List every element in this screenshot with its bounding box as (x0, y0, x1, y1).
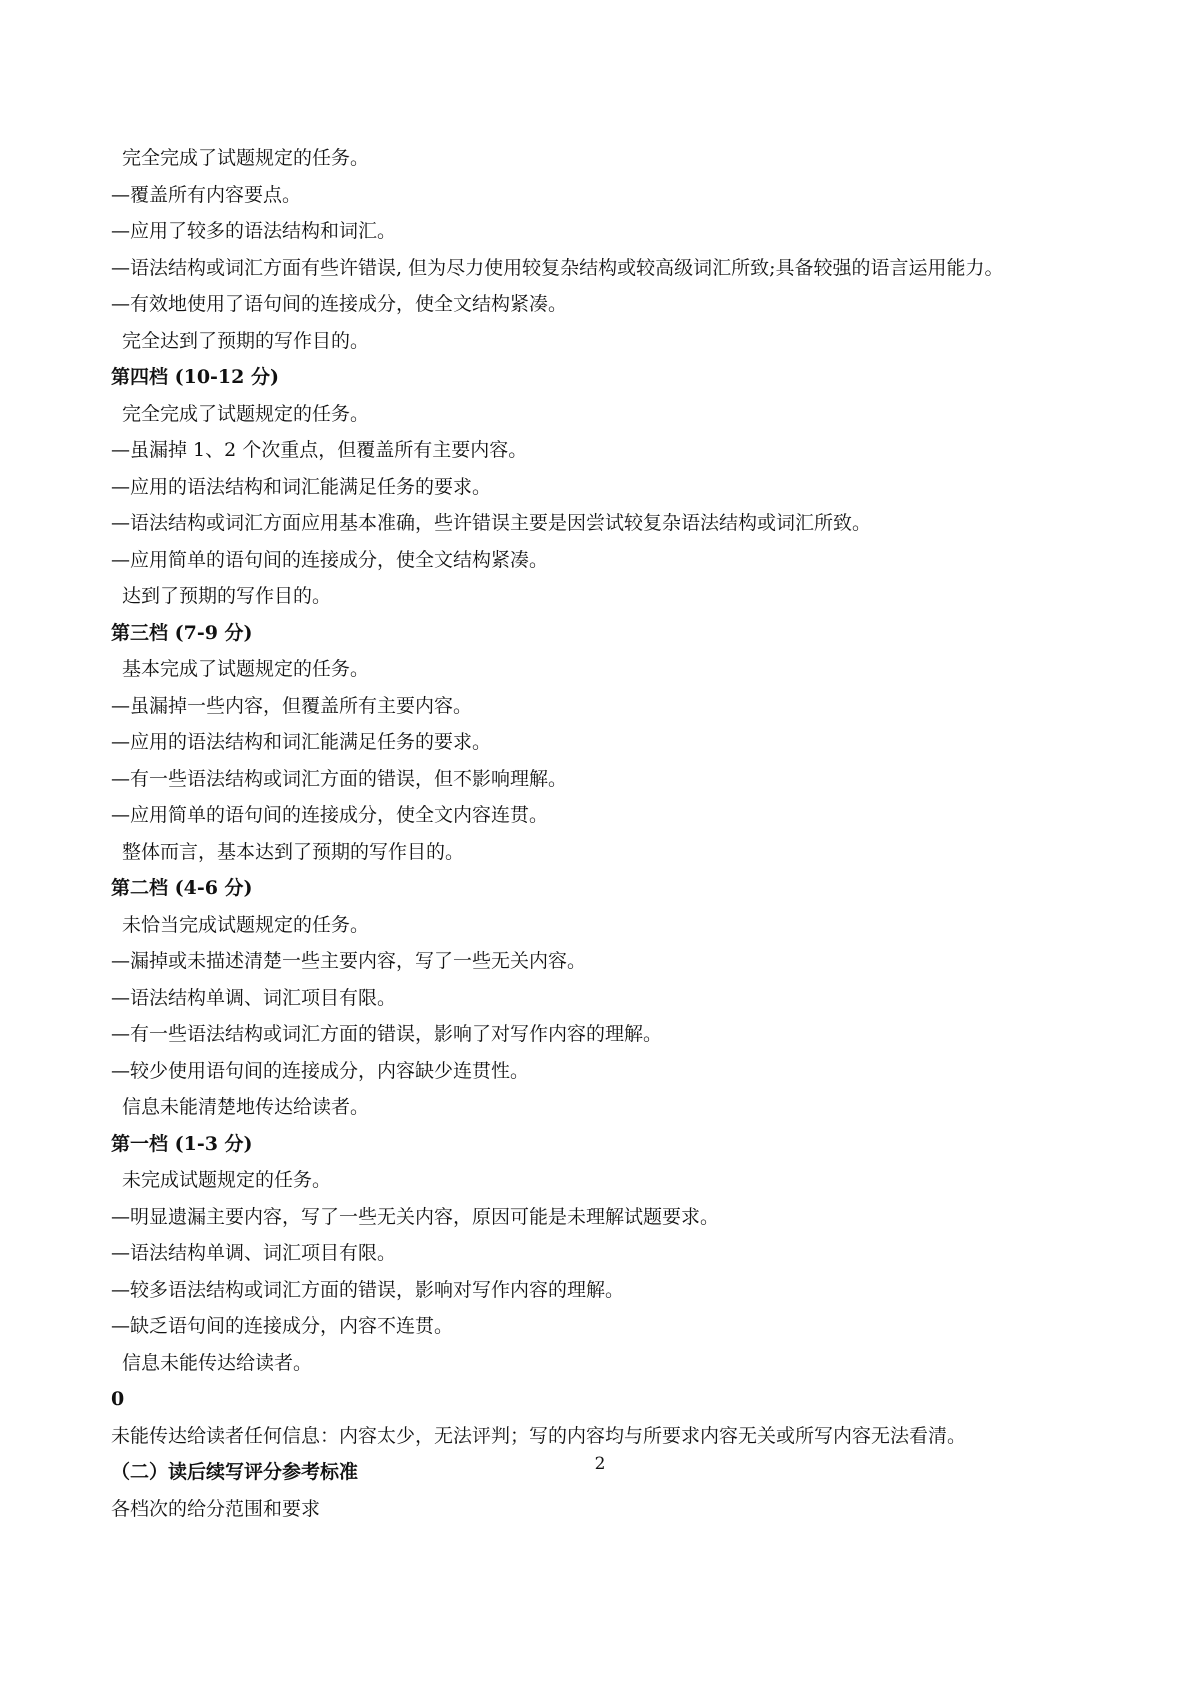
rubric-summary-line: 未恰当完成试题规定的任务。 (122, 913, 370, 936)
rubric-criterion-line: —缺乏语句间的连接成分，内容不连贯。 (111, 1315, 454, 1337)
rubric-criterion-line: —较多语法结构或词汇方面的错误，影响对写作内容的理解。 (111, 1278, 625, 1301)
band-heading: 第三档 (7-9 分) (111, 621, 253, 644)
rubric-criterion-line: —应用简单的语句间的连接成分，使全文结构紧凑。 (111, 548, 549, 571)
band-heading: 第二档 (4-6 分) (111, 877, 253, 899)
rubric-criterion-line: —语法结构或词汇方面应用基本准确，些许错误主要是因尝试较复杂语法结构或词汇所致。 (111, 512, 872, 534)
rubric-criterion-line: —有效地使用了语句间的连接成分，使全文结构紧凑。 (111, 293, 568, 315)
rubric-criterion-line: —应用了较多的语法结构和词汇。 (111, 220, 397, 242)
rubric-criterion-line: —语法结构单调、词汇项目有限。 (111, 1242, 397, 1264)
zero-band-heading: 0 (111, 1388, 125, 1410)
rubric-criterion-line: —应用的语法结构和词汇能满足任务的要求。 (111, 475, 492, 498)
rubric-criterion-line: —有一些语法结构或词汇方面的错误，影响了对写作内容的理解。 (111, 1023, 663, 1045)
rubric-criterion-line: —较少使用语句间的连接成分，内容缺少连贯性。 (111, 1059, 530, 1082)
band-heading: 第一档 (1-3 分) (111, 1132, 253, 1155)
rubric-summary-line: 未完成试题规定的任务。 (122, 1169, 332, 1191)
rubric-text-line: 未能传达给读者任何信息：内容太少，无法评判；写的内容均与所要求内容无关或所写内容无法看清。 (111, 1424, 967, 1447)
rubric-criterion-line: —语法结构单调、词汇项目有限。 (111, 986, 397, 1009)
rubric-summary-line: 完全达到了预期的写作目的。 (122, 329, 370, 352)
section-heading: （二）读后续写评分参考标准 (111, 1461, 359, 1483)
rubric-criterion-line: —应用的语法结构和词汇能满足任务的要求。 (111, 731, 492, 753)
rubric-criterion-line: —有一些语法结构或词汇方面的错误，但不影响理解。 (111, 767, 568, 790)
rubric-criterion-line: —覆盖所有内容要点。 (111, 183, 302, 206)
band-heading: 第四档 (10-12 分) (111, 366, 279, 388)
rubric-criterion-line: —漏掉或未描述清楚一些主要内容，写了一些无关内容。 (111, 950, 587, 972)
rubric-summary-line: 信息未能清楚地传达给读者。 (122, 1096, 370, 1118)
rubric-criterion-line: —虽漏掉 1、2 个次重点，但覆盖所有主要内容。 (111, 439, 528, 461)
rubric-summary-line: 完全完成了试题规定的任务。 (122, 147, 370, 169)
rubric-criterion-line: —明显遗漏主要内容，写了一些无关内容，原因可能是未理解试题要求。 (111, 1205, 720, 1228)
page-number: 2 (594, 1454, 606, 1474)
rubric-text-line: 各档次的给分范围和要求 (111, 1497, 321, 1520)
rubric-summary-line: 完全完成了试题规定的任务。 (122, 402, 370, 425)
rubric-criterion-line: —虽漏掉一些内容，但覆盖所有主要内容。 (111, 694, 473, 717)
rubric-criterion-line: —语法结构或词汇方面有些许错误, 但为尽力使用较复杂结构或较高级词汇所致;具备较强的语言运用能力。 (111, 256, 1004, 279)
rubric-summary-line: 信息未能传达给读者。 (122, 1351, 313, 1374)
rubric-criterion-line: —应用简单的语句间的连接成分，使全文内容连贯。 (111, 804, 549, 826)
rubric-summary-line: 达到了预期的写作目的。 (122, 585, 332, 607)
rubric-summary-line: 整体而言，基本达到了预期的写作目的。 (122, 840, 465, 863)
rubric-summary-line: 基本完成了试题规定的任务。 (122, 658, 370, 680)
rubric-text-block (111, 140, 1111, 1527)
